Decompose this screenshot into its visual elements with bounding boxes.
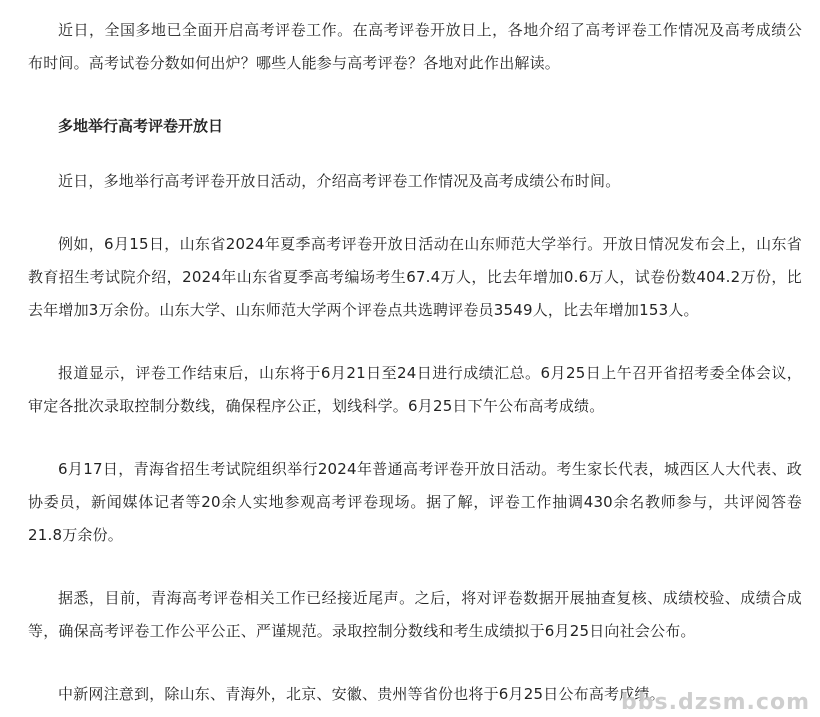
paragraph-other-provinces: 中新网注意到，除山东、青海外，北京、安徽、贵州等省份也将于6月25日公布高考成绩。 [58, 685, 665, 703]
paragraph-shandong-schedule: 报道显示，评卷工作结束后，山东将于6月21日至24日进行成绩汇总。6月25日上午召开省招考委全体会议，审定各批次录取控制分数线，确保程序公正，划线科学。6月25日下午公布高考成绩。 [28, 364, 802, 415]
paragraph-shandong: 例如，6月15日，山东省2024年夏季高考评卷开放日活动在山东师范大学举行。开放日情况发布会上，山东省教育招生考试院介绍，2024年山东省夏季高考编场考生67.4万人，比去年增加0.6万人，试卷份数404.2万份，比去年增加3万余份。山东大学、山东师范大学两个评卷点共选聘评卷员3549人，比去年增加153人。 [28, 235, 802, 319]
site-watermark: bbs.dzsm.com [621, 690, 810, 715]
paragraph-qinghai: 6月17日，青海省招生考试院组织举行2024年普通高考评卷开放日活动。考生家长代表，城西区人大代表、政协委员，新闻媒体记者等20余人实地参观高考评卷现场。据了解，评卷工作抽调430余名教师参与，共评阅答卷21.8万余份。 [28, 460, 802, 544]
paragraph-open-day: 近日，多地举行高考评卷开放日活动，介绍高考评卷工作情况及高考成绩公布时间。 [58, 172, 621, 190]
section-heading: 多地举行高考评卷开放日 [58, 117, 224, 135]
intro-paragraph: 近日，全国多地已全面开启高考评卷工作。在高考评卷开放日上，各地介绍了高考评卷工作情况及高考成绩公布时间。高考试卷分数如何出炉？哪些人能参与高考评卷？各地对此作出解读。 [28, 21, 802, 72]
paragraph-qinghai-schedule: 据悉，目前，青海高考评卷相关工作已经接近尾声。之后，将对评卷数据开展抽查复核、成绩校验、成绩合成等，确保高考评卷工作公平公正、严谨规范。录取控制分数线和考生成绩拟于6月25日向社会公布。 [28, 589, 802, 640]
